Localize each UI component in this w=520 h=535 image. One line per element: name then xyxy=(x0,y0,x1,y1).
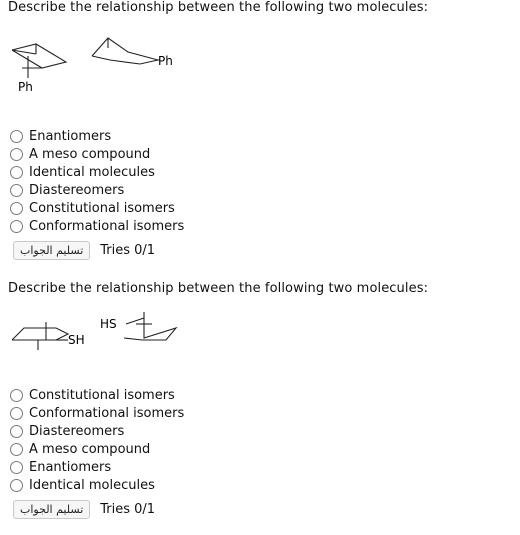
question-1-option[interactable]: Conformational isomers xyxy=(10,217,184,235)
question-1-option[interactable]: Identical molecules xyxy=(10,163,184,181)
question-1-molecule-b xyxy=(88,34,183,70)
radio-button[interactable] xyxy=(10,425,23,438)
radio-button[interactable] xyxy=(10,184,23,197)
submit-answer-button[interactable]: تسليم الجواب xyxy=(13,500,90,519)
question-2-option[interactable]: Enantiomers xyxy=(10,458,184,476)
question-2-option[interactable]: Identical molecules xyxy=(10,476,184,494)
radio-button[interactable] xyxy=(10,220,23,233)
question-2-option[interactable]: Constitutional isomers xyxy=(10,386,184,404)
question-2-molecule-b-label: HS xyxy=(100,317,117,331)
question-1-option[interactable]: Enantiomers xyxy=(10,127,184,145)
question-1-molecule-a xyxy=(8,38,78,98)
radio-button[interactable] xyxy=(10,389,23,402)
radio-button[interactable] xyxy=(10,130,23,143)
radio-button[interactable] xyxy=(10,461,23,474)
radio-button[interactable] xyxy=(10,443,23,456)
question-2-option[interactable]: A meso compound xyxy=(10,440,184,458)
question-2-option[interactable]: Diastereomers xyxy=(10,422,184,440)
question-2-prompt: Describe the relationship between the following two molecules: xyxy=(8,281,429,296)
radio-button[interactable] xyxy=(10,166,23,179)
question-2-submit-row xyxy=(13,500,155,519)
question-1-options xyxy=(10,127,184,235)
question-1-option[interactable]: Diastereomers xyxy=(10,181,184,199)
question-1-option[interactable]: A meso compound xyxy=(10,145,184,163)
question-2-options xyxy=(10,386,184,494)
question-2-molecule-a xyxy=(10,318,100,358)
radio-button[interactable] xyxy=(10,148,23,161)
question-1-submit-row xyxy=(13,241,155,260)
tries-counter: Tries 0/1 xyxy=(100,243,156,258)
radio-button[interactable] xyxy=(10,479,23,492)
radio-button[interactable] xyxy=(10,202,23,215)
question-1-molecule-a-label: Ph xyxy=(18,80,33,94)
question-2-option[interactable]: Conformational isomers xyxy=(10,404,184,422)
radio-button[interactable] xyxy=(10,407,23,420)
question-2-molecule-a-label: SH xyxy=(68,333,85,347)
submit-answer-button[interactable]: تسليم الجواب xyxy=(13,241,90,260)
tries-counter: Tries 0/1 xyxy=(100,502,156,517)
question-1-prompt: Describe the relationship between the following two molecules: xyxy=(8,0,429,15)
question-1-option[interactable]: Constitutional isomers xyxy=(10,199,184,217)
question-2-molecule-b xyxy=(100,312,190,352)
question-1-molecule-b-label: Ph xyxy=(158,54,173,68)
